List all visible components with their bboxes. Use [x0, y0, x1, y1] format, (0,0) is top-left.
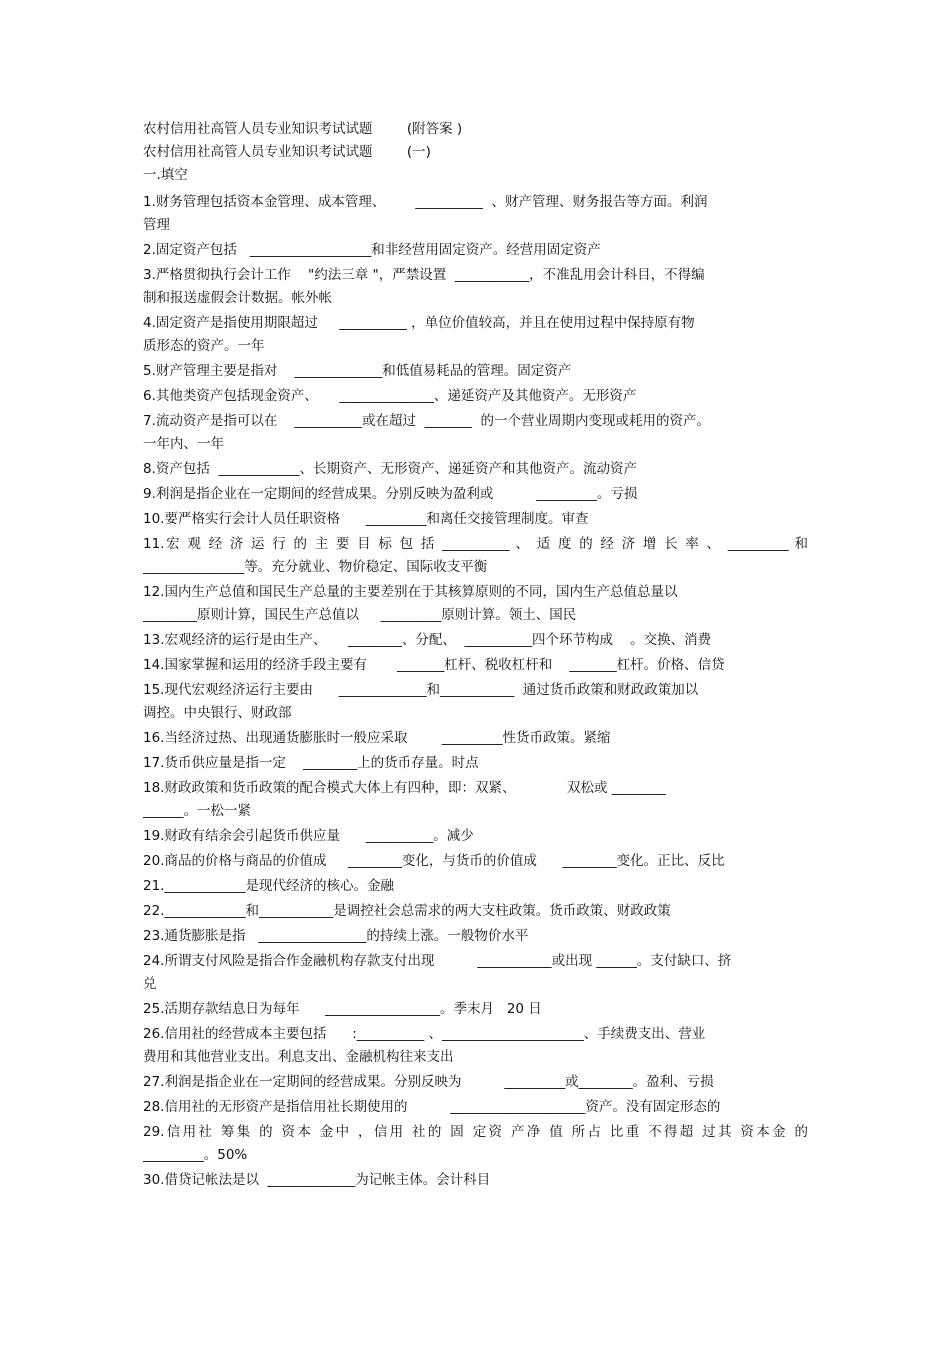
- document-subtitle: 农村信用社高管人员专业知识考试试题 (一): [143, 144, 431, 160]
- question-list: [143, 191, 808, 1192]
- question-line: ________原则计算，国民生产总值以 _________原则计算。领土、国民: [143, 607, 577, 623]
- question-line: 26.信用社的经营成本主要包括 :__________ 、_____________________、手续费支出、营业: [143, 1026, 706, 1042]
- question-item: [143, 629, 808, 652]
- question-item: [143, 998, 808, 1021]
- question-item: [143, 581, 808, 627]
- question-item: [143, 312, 808, 358]
- question-line: 18.财政政策和货币政策的配合模式大体上有四种，即：双紧、 双松或 ________: [143, 780, 666, 796]
- question-line: 24.所谓支付风险是指合作金融机构存款支付出现 ___________或出现 ______。支付缺口、挤: [143, 953, 732, 969]
- question-line: 费用和其他营业支出。利息支出、金融机构往来支出: [143, 1049, 454, 1065]
- question-line: 16.当经济过热、出现通货膨胀时一般应采取 _________性货币政策。紧缩: [143, 730, 611, 746]
- question-item: [143, 483, 808, 506]
- question-item: [143, 727, 808, 750]
- question-line: 14.国家掌握和运用的经济手段主要有 _______杠杆、税收杠杆和 _______杠杆。价格、信贷: [143, 657, 725, 673]
- question-item: [143, 191, 808, 237]
- question-line: 兑: [143, 976, 157, 992]
- question-line: 制和报送虚假会计数据。帐外帐: [143, 290, 332, 306]
- question-item: [143, 900, 808, 923]
- question-line: 20.商品的价格与商品的价值成 ________变化，与货币的价值成 ________变化。正比、反比: [143, 853, 725, 869]
- question-item: [143, 508, 808, 531]
- question-item: [143, 239, 808, 262]
- question-item: [143, 410, 808, 456]
- question-line: 8.资产包括 ____________、长期资产、无形资产、递延资产和其他资产。流动资产: [143, 461, 637, 477]
- section-heading: 一.填空: [143, 167, 188, 183]
- question-line: 25.活期存款结息日为每年 _________________。季末月 20 日: [143, 1001, 542, 1017]
- question-item: [143, 1071, 808, 1094]
- question-line: ______。一松一紧: [143, 803, 251, 819]
- question-line: 13.宏观经济的运行是由生产、 ________、分配、 __________四个环节构成 。交换、消费: [143, 632, 712, 648]
- question-line: 4.固定资产是指使用期限超过 __________ ，单位价值较高，并且在使用过程中保持原有物: [143, 315, 695, 331]
- question-line: 28.信用社的无形资产是指信用社长期使用的 ____________________资产。没有固定形态的: [143, 1099, 721, 1115]
- question-line: 21.____________是现代经济的核心。金融: [143, 878, 394, 894]
- question-item: [143, 264, 808, 310]
- question-line: 一年内、一年: [143, 436, 224, 452]
- question-line: 19.财政有结余会引起货币供应量 __________。减少: [143, 828, 474, 844]
- question-item: [143, 679, 808, 725]
- question-item: [143, 1169, 808, 1192]
- question-item: [143, 925, 808, 948]
- question-line: 2.固定资产包括 __________________和非经营用固定资产。经营用固定资产: [143, 242, 601, 258]
- question-line: 7.流动资产是指可以在 __________或在超过 _______ 的一个营业周期内变现或耗用的资产。: [143, 413, 710, 429]
- question-item: [143, 1121, 808, 1167]
- question-item: [143, 875, 808, 898]
- question-line: 23.通货膨胀是指 ________________的持续上涨。一般物价水平: [143, 928, 529, 944]
- question-item: [143, 458, 808, 481]
- question-line: 6.其他类资产包括现金资产、 ______________、递延资产及其他资产。无形资产: [143, 388, 637, 404]
- question-item: [143, 752, 808, 775]
- question-line: 27.利润是指企业在一定期间的经营成果。分别反映为 _________或________。盈利、亏损: [143, 1074, 714, 1090]
- question-line: 质形态的资产。一年: [143, 338, 265, 354]
- question-line: 5.财产管理主要是指对 _____________和低值易耗品的管理。固定资产: [143, 363, 572, 379]
- question-line: 管理: [143, 217, 170, 233]
- question-line: 9.利润是指企业在一定期间的经营成果。分别反映为盈利或 _________。亏损: [143, 486, 638, 502]
- question-line: _________。50%: [143, 1147, 248, 1163]
- question-item: [143, 850, 808, 873]
- question-line: 调控。中央银行、财政部: [143, 705, 292, 721]
- question-item: [143, 533, 808, 579]
- question-line: 3.严格贯彻执行会计工作 "约法三章 "，严禁设置 ___________，不准乱用会计科目，不得编: [143, 267, 705, 283]
- question-item: [143, 777, 808, 823]
- question-line: 29.信用社 筹集 的 资本 金中 ，信用 社的 固 定资 产净 值 所占 比重 不得超 过其 资本金 的: [143, 1124, 808, 1140]
- question-item: [143, 825, 808, 848]
- document-body: [143, 118, 808, 1194]
- question-line: 1.财务管理包括资本金管理、成本管理、 __________ 、财产管理、财务报告等方面。利润: [143, 194, 708, 210]
- question-item: [143, 1023, 808, 1069]
- question-item: [143, 950, 808, 996]
- question-line: 30.借贷记帐法是以 _____________为记帐主体。会计科目: [143, 1172, 491, 1188]
- question-line: 15.现代宏观经济运行主要由 _____________和___________ 通过货币政策和财政政策加以: [143, 682, 699, 698]
- question-item: [143, 385, 808, 408]
- question-item: [143, 360, 808, 383]
- question-item: [143, 1096, 808, 1119]
- question-line: 10.要严格实行会计人员任职资格 _________和离任交接管理制度。审查: [143, 511, 589, 527]
- document-title: 农村信用社高管人员专业知识考试试题 (附答案 ): [143, 121, 463, 137]
- question-line: 17.货币供应量是指一定 ________上的货币存量。时点: [143, 755, 479, 771]
- question-line: _______________等。充分就业、物价稳定、国际收支平衡: [143, 559, 488, 575]
- question-line: 22.____________和___________是调控社会总需求的两大支柱政策。货币政策、财政政策: [143, 903, 671, 919]
- question-line: 11.宏 观 经 济 运 行 的 主 要 目 标 包 括 __________ 、 适 度 的 经 济 增 长 率 、 _________ 和: [143, 536, 808, 552]
- question-item: [143, 654, 808, 677]
- question-line: 12.国内生产总值和国民生产总量的主要差别在于其核算原则的不同，国内生产总值总量以: [143, 584, 678, 600]
